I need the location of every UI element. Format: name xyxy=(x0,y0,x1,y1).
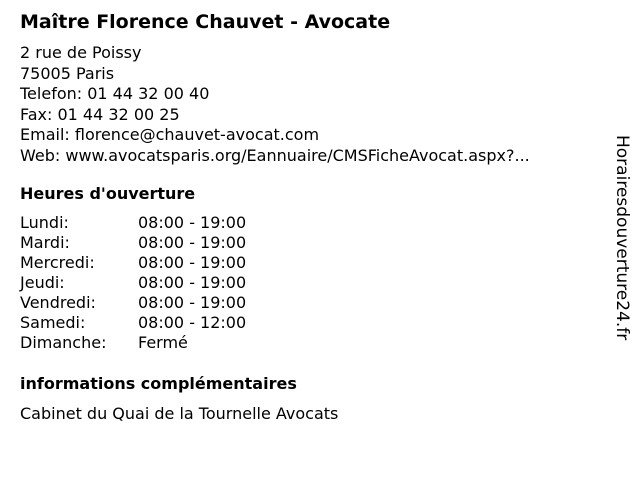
hours-row-saturday xyxy=(20,313,246,333)
time-range: 08:00 - 19:00 xyxy=(138,293,247,312)
site-watermark: Horairesdouverture24.fr xyxy=(612,135,632,341)
day-label: Dimanche: xyxy=(20,333,107,352)
day-label: Mardi: xyxy=(20,233,70,252)
website-link[interactable]: Web: www.avocatsparis.org/Eannuaire/CMSFicheAvocat.aspx?... xyxy=(20,145,530,165)
opening-hours-table xyxy=(20,213,246,353)
contact-block xyxy=(20,43,530,166)
hours-row-sunday xyxy=(20,333,246,353)
opening-hours-heading: Heures d'ouverture xyxy=(20,184,196,203)
additional-info-heading: informations complémentaires xyxy=(20,374,297,393)
day-label: Mercredi: xyxy=(20,253,95,272)
business-name: Maître Florence Chauvet - Avocate xyxy=(20,11,391,33)
city-postal: 75005 Paris xyxy=(20,63,115,83)
time-range: 08:00 - 12:00 xyxy=(138,313,247,332)
hours-row-friday xyxy=(20,293,246,313)
hours-row-thursday xyxy=(20,273,246,293)
hours-row-wednesday xyxy=(20,253,246,273)
time-range: 08:00 - 19:00 xyxy=(138,253,247,272)
fax-number: Fax: 01 44 32 00 25 xyxy=(20,104,180,124)
time-range: Fermé xyxy=(138,333,188,352)
street-address: 2 rue de Poissy xyxy=(20,43,142,62)
day-label: Samedi: xyxy=(20,313,86,332)
time-range: 08:00 - 19:00 xyxy=(138,233,247,252)
day-label: Jeudi: xyxy=(20,273,65,292)
day-label: Lundi: xyxy=(20,213,69,232)
additional-info-text: Cabinet du Quai de la Tournelle Avocats xyxy=(20,404,339,423)
time-range: 08:00 - 19:00 xyxy=(138,273,247,292)
time-range: 08:00 - 19:00 xyxy=(138,213,247,232)
hours-row-tuesday xyxy=(20,233,246,253)
email-link[interactable]: Email: florence@chauvet-avocat.com xyxy=(20,125,320,144)
hours-row-monday xyxy=(20,213,246,233)
day-label: Vendredi: xyxy=(20,293,96,312)
phone-number[interactable]: Telefon: 01 44 32 00 40 xyxy=(20,84,210,103)
